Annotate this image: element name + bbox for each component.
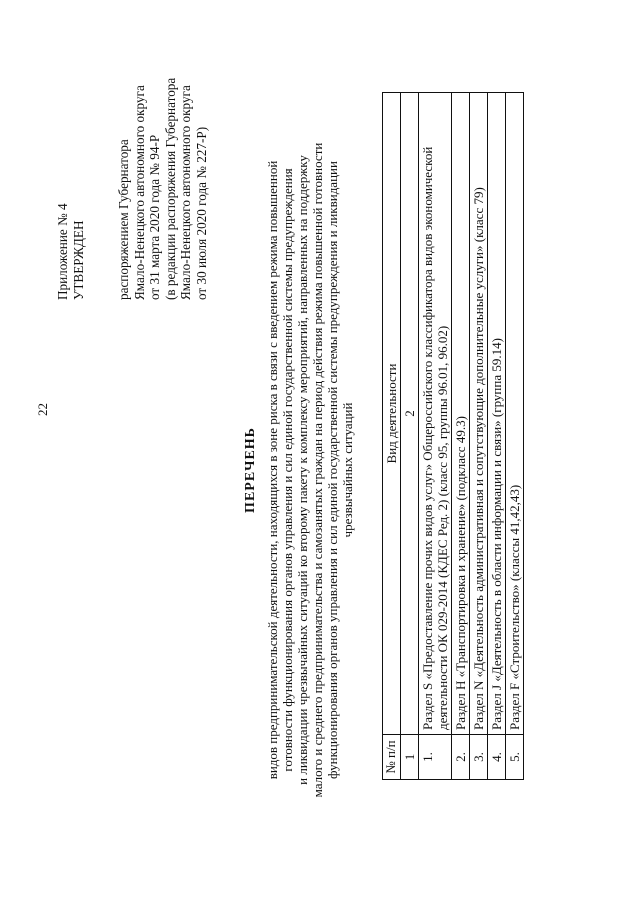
row-number: 2. bbox=[452, 735, 470, 780]
table-row bbox=[419, 93, 452, 780]
annex-label: Приложение № 4 bbox=[55, 203, 70, 300]
subtitle-line: готовности функционирования органов управления и сил единой государственной системы предупреждения bbox=[280, 168, 295, 772]
activities-table bbox=[382, 92, 524, 780]
table-row bbox=[452, 93, 470, 780]
approval-line: распоряжением Губернатора bbox=[116, 139, 131, 300]
approval-line: (в редакции распоряжения Губернатора bbox=[162, 77, 178, 300]
row-number: 4. bbox=[488, 735, 506, 780]
table-row bbox=[488, 93, 506, 780]
table-row bbox=[506, 93, 524, 780]
approval-line: от 31 марта 2020 года № 94-Р bbox=[147, 134, 162, 300]
document-subtitle bbox=[265, 75, 355, 865]
approved-label: УТВЕРЖДЕН bbox=[70, 220, 86, 300]
document-title: ПЕРЕЧЕНЬ bbox=[243, 427, 258, 513]
column-number: 1 bbox=[401, 735, 419, 780]
row-activity: Раздел N «Деятельность административная и сопутствующие дополнительные услуги» (класс 79) bbox=[470, 93, 488, 735]
header-number: № п/п bbox=[383, 735, 401, 780]
approval-block bbox=[55, 0, 209, 300]
row-number: 1. bbox=[419, 735, 452, 780]
row-number: 3. bbox=[470, 735, 488, 780]
subtitle-line: малого и среднего предпринимательства и самозанятых граждан на период действия режима повышенной готовности bbox=[310, 142, 325, 798]
row-activity: Раздел S «Предоставление прочих видов услуг» Общероссийского классификатора видов экономической деятельности ОК 029-2014 (КДЕС Ред. 2) (класс 95, группы 96.01, 96.02) bbox=[419, 93, 452, 735]
header-activity: Вид деятельности bbox=[383, 93, 401, 735]
column-number-row bbox=[401, 93, 419, 780]
row-number: 5. bbox=[506, 735, 524, 780]
subtitle-line: функционирования органов управления и сил единой государственной системы предупреждения и ликвидации bbox=[325, 161, 340, 779]
row-activity: Раздел H «Транспортировка и хранение» (подкласс 49.3) bbox=[452, 93, 470, 735]
row-activity: Раздел F «Строительство» (классы 41,42,43) bbox=[506, 93, 524, 735]
table-row bbox=[470, 93, 488, 780]
approval-line: от 30 июля 2020 года № 227-Р) bbox=[193, 126, 209, 300]
subtitle-line: чрезвычайных ситуаций bbox=[340, 402, 355, 538]
row-activity: Раздел J «Деятельность в области информации и связи» (группа 59.14) bbox=[488, 93, 506, 735]
approval-line: Ямало-Ненецкого автономного округа bbox=[131, 85, 147, 300]
subtitle-line: и ликвидации чрезвычайных ситуаций ко второму пакету к комплексу мероприятий, направленных на поддержку bbox=[295, 155, 310, 785]
column-number: 2 bbox=[401, 93, 419, 735]
table-header-row bbox=[383, 93, 401, 780]
subtitle-line: видов предпринимательской деятельности, находящихся в зоне риска в связи с введением режима повышенной bbox=[265, 160, 280, 780]
page-number: 22 bbox=[35, 403, 50, 416]
approval-line: Ямало-Ненецкого автономного округа bbox=[178, 85, 193, 300]
